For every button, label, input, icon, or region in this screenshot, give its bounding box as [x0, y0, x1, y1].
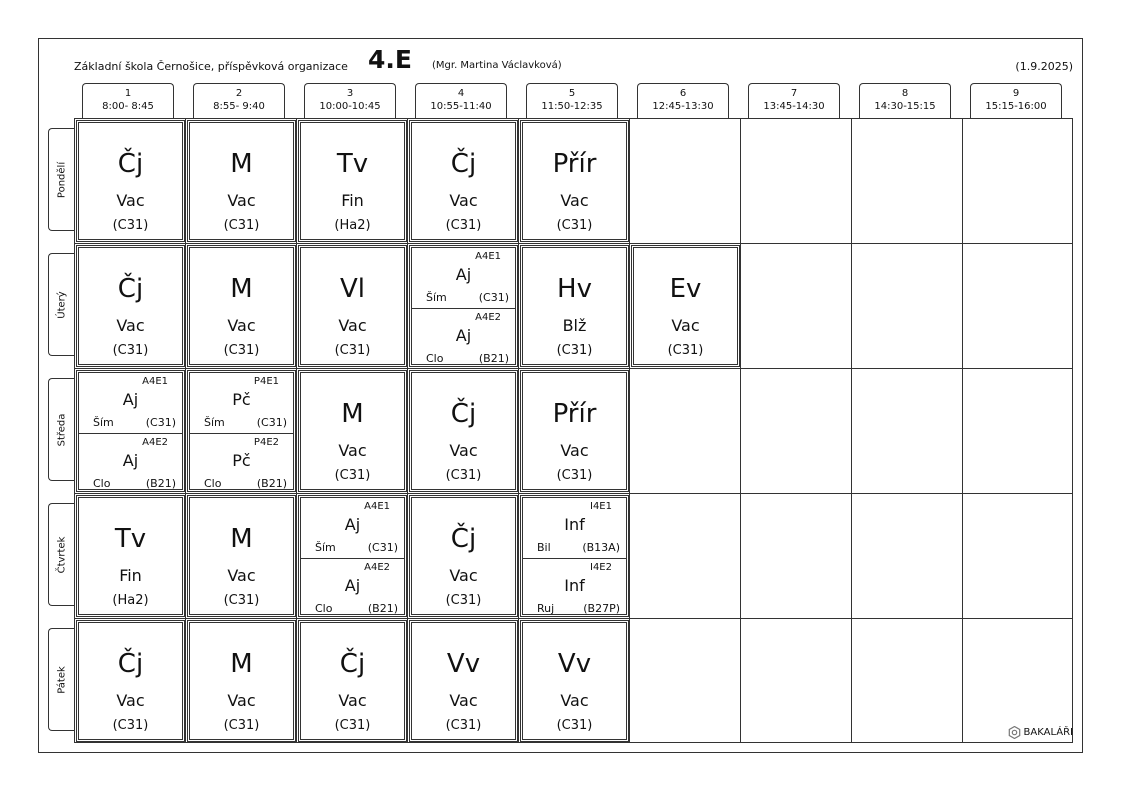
lesson-cell [520, 370, 629, 492]
period-number: 8 [901, 88, 909, 99]
group-code: I4E1 [590, 501, 612, 512]
period-header [415, 83, 507, 118]
period-time: 15:15-16:00 [985, 101, 1047, 112]
row-divider [74, 368, 1073, 369]
group-code: A4E1 [142, 376, 168, 387]
teacher: Vac [116, 691, 145, 710]
room: (C31) [112, 218, 149, 233]
period-number: 5 [568, 88, 576, 99]
room: (C31) [112, 343, 149, 358]
period-header [526, 83, 618, 118]
subject: M [230, 274, 253, 304]
group-code: P4E1 [253, 376, 279, 387]
subject: Inf [564, 515, 585, 534]
subject: M [341, 399, 364, 429]
subject: Inf [564, 576, 585, 595]
room: (C31) [445, 718, 482, 733]
room: (B21) [256, 477, 287, 490]
group-code: A4E2 [142, 437, 168, 448]
day-label [48, 128, 74, 231]
group-lesson [190, 433, 293, 494]
period-time: 8:00- 8:45 [102, 101, 154, 112]
lesson-cell [298, 370, 407, 492]
subject: Aj [455, 265, 472, 284]
room: (C31) [145, 416, 176, 429]
group-code: P4E2 [253, 437, 279, 448]
subject: M [230, 524, 253, 554]
room: (B27P) [583, 602, 620, 615]
lesson-cell [298, 245, 407, 367]
teacher: Bil [537, 541, 551, 554]
lesson-cell [409, 120, 518, 242]
subject: Čj [450, 524, 477, 554]
group-lesson [301, 558, 404, 619]
room: (Ha2) [112, 593, 149, 608]
group-code: I4E2 [590, 562, 612, 573]
split-lesson-cell [187, 370, 296, 492]
lesson-cell [76, 620, 185, 742]
teacher: Ším [93, 416, 114, 429]
teacher: Vac [560, 441, 589, 460]
column-divider [407, 118, 408, 743]
teacher: Vac [227, 691, 256, 710]
teacher: Vac [338, 691, 367, 710]
group-lesson [523, 498, 626, 558]
subject: Hv [557, 274, 592, 304]
teacher: Ruj [537, 602, 555, 615]
subject: M [230, 149, 253, 179]
day-name: Čtvrtek [56, 536, 67, 573]
bakalari-logo [1008, 726, 1073, 739]
room: (C31) [223, 718, 260, 733]
room: (C31) [445, 468, 482, 483]
period-header [193, 83, 285, 118]
school-name: Základní škola Černošice, příspěvková organizace [74, 60, 348, 73]
teacher: Ším [315, 541, 336, 554]
teacher: Fin [119, 566, 142, 585]
room: (C31) [334, 343, 371, 358]
lesson-cell [520, 245, 629, 367]
subject: Aj [455, 326, 472, 345]
day-name: Středa [56, 413, 67, 446]
subject: Čj [450, 399, 477, 429]
subject: Aj [122, 390, 139, 409]
group-code: A4E2 [475, 312, 501, 323]
period-time: 13:45-14:30 [763, 101, 825, 112]
lesson-cell [187, 245, 296, 367]
period-number: 1 [124, 88, 132, 99]
room: (C31) [367, 541, 398, 554]
teacher: Vac [449, 691, 478, 710]
period-header [970, 83, 1062, 118]
teacher: Vac [338, 441, 367, 460]
teacher: Vac [560, 191, 589, 210]
split-lesson-cell [298, 495, 407, 617]
period-number: 7 [790, 88, 798, 99]
subject: Vv [557, 649, 592, 679]
lesson-cell [76, 245, 185, 367]
period-header [859, 83, 951, 118]
period-time: 10:55-11:40 [430, 101, 492, 112]
teacher: Vac [671, 316, 700, 335]
subject: Aj [122, 451, 139, 470]
column-divider [962, 118, 963, 743]
subject: M [230, 649, 253, 679]
group-lesson [301, 498, 404, 558]
day-name: Pátek [56, 665, 67, 694]
lesson-cell [409, 495, 518, 617]
day-name: Úterý [56, 290, 67, 319]
class-teacher: (Mgr. Martina Václavková) [432, 60, 562, 71]
period-number: 3 [346, 88, 354, 99]
lesson-cell [76, 120, 185, 242]
teacher: Blž [562, 316, 587, 335]
teacher: Vac [449, 566, 478, 585]
teacher: Vac [116, 191, 145, 210]
schedule-date: (1.9.2025) [1015, 60, 1073, 73]
group-code: A4E2 [364, 562, 390, 573]
subject: Čj [339, 649, 366, 679]
room: (C31) [334, 718, 371, 733]
split-lesson-cell [76, 370, 185, 492]
column-divider [518, 118, 519, 743]
class-name: 4.E [368, 45, 412, 74]
teacher: Vac [227, 191, 256, 210]
subject: Čj [117, 649, 144, 679]
room: (Ha2) [334, 218, 371, 233]
teacher: Vac [338, 316, 367, 335]
period-header [748, 83, 840, 118]
lesson-cell [520, 620, 629, 742]
subject: Přír [552, 399, 597, 429]
teacher: Ším [204, 416, 225, 429]
teacher: Vac [449, 441, 478, 460]
period-header [82, 83, 174, 118]
subject: Aj [344, 576, 361, 595]
split-lesson-cell [520, 495, 629, 617]
period-time: 8:55- 9:40 [213, 101, 265, 112]
teacher: Clo [315, 602, 333, 615]
room: (B13A) [582, 541, 620, 554]
subject: Pč [232, 390, 251, 409]
column-divider [296, 118, 297, 743]
subject: Ev [669, 274, 702, 304]
group-lesson [523, 558, 626, 619]
split-lesson-cell [409, 245, 518, 367]
group-code: A4E1 [364, 501, 390, 512]
period-number: 9 [1012, 88, 1020, 99]
lesson-cell [409, 370, 518, 492]
period-time: 12:45-13:30 [652, 101, 714, 112]
day-label [48, 378, 74, 481]
room: (C31) [445, 593, 482, 608]
day-label [48, 628, 74, 731]
teacher: Vac [227, 316, 256, 335]
room: (B21) [145, 477, 176, 490]
subject: Přír [552, 149, 597, 179]
period-number: 6 [679, 88, 687, 99]
period-number: 2 [235, 88, 243, 99]
logo-text: BAKALÁŘI [1023, 727, 1073, 738]
lesson-cell [187, 620, 296, 742]
day-label [48, 503, 74, 606]
room: (C31) [478, 291, 509, 304]
teacher: Clo [204, 477, 222, 490]
room: (C31) [556, 218, 593, 233]
subject: Tv [336, 149, 369, 179]
lesson-cell [520, 120, 629, 242]
lesson-cell [409, 620, 518, 742]
room: (C31) [556, 468, 593, 483]
subject: Pč [232, 451, 251, 470]
lesson-cell [631, 245, 740, 367]
lesson-cell [187, 495, 296, 617]
group-code: A4E1 [475, 251, 501, 262]
period-header [304, 83, 396, 118]
room: (C31) [667, 343, 704, 358]
lesson-cell [187, 120, 296, 242]
subject: Čj [117, 149, 144, 179]
room: (B21) [478, 352, 509, 365]
lesson-cell [298, 620, 407, 742]
bakalari-gear-icon [1008, 726, 1021, 739]
teacher: Clo [426, 352, 444, 365]
column-divider [740, 118, 741, 743]
room: (C31) [556, 718, 593, 733]
column-divider [185, 118, 186, 743]
subject: Tv [114, 524, 147, 554]
subject: Čj [117, 274, 144, 304]
room: (C31) [334, 468, 371, 483]
row-divider [74, 243, 1073, 244]
day-name: Pondělí [56, 161, 67, 198]
room: (B21) [367, 602, 398, 615]
period-time: 14:30-15:15 [874, 101, 936, 112]
room: (C31) [256, 416, 287, 429]
room: (C31) [223, 593, 260, 608]
group-lesson [412, 248, 515, 308]
room: (C31) [445, 218, 482, 233]
teacher: Vac [227, 566, 256, 585]
period-time: 11:50-12:35 [541, 101, 603, 112]
lesson-cell [76, 495, 185, 617]
group-lesson [412, 308, 515, 369]
room: (C31) [556, 343, 593, 358]
group-lesson [190, 373, 293, 433]
column-divider [629, 118, 630, 743]
teacher: Vac [560, 691, 589, 710]
teacher: Vac [116, 316, 145, 335]
column-divider [851, 118, 852, 743]
group-lesson [79, 373, 182, 433]
subject: Čj [450, 149, 477, 179]
teacher: Vac [449, 191, 478, 210]
room: (C31) [223, 218, 260, 233]
room: (C31) [112, 718, 149, 733]
lesson-cell [298, 120, 407, 242]
group-lesson [79, 433, 182, 494]
subject: Vl [339, 274, 365, 304]
period-number: 4 [457, 88, 465, 99]
period-header [637, 83, 729, 118]
subject: Aj [344, 515, 361, 534]
period-time: 10:00-10:45 [319, 101, 381, 112]
teacher: Fin [341, 191, 364, 210]
day-label [48, 253, 74, 356]
subject: Vv [446, 649, 481, 679]
teacher: Clo [93, 477, 111, 490]
room: (C31) [223, 343, 260, 358]
teacher: Ším [426, 291, 447, 304]
